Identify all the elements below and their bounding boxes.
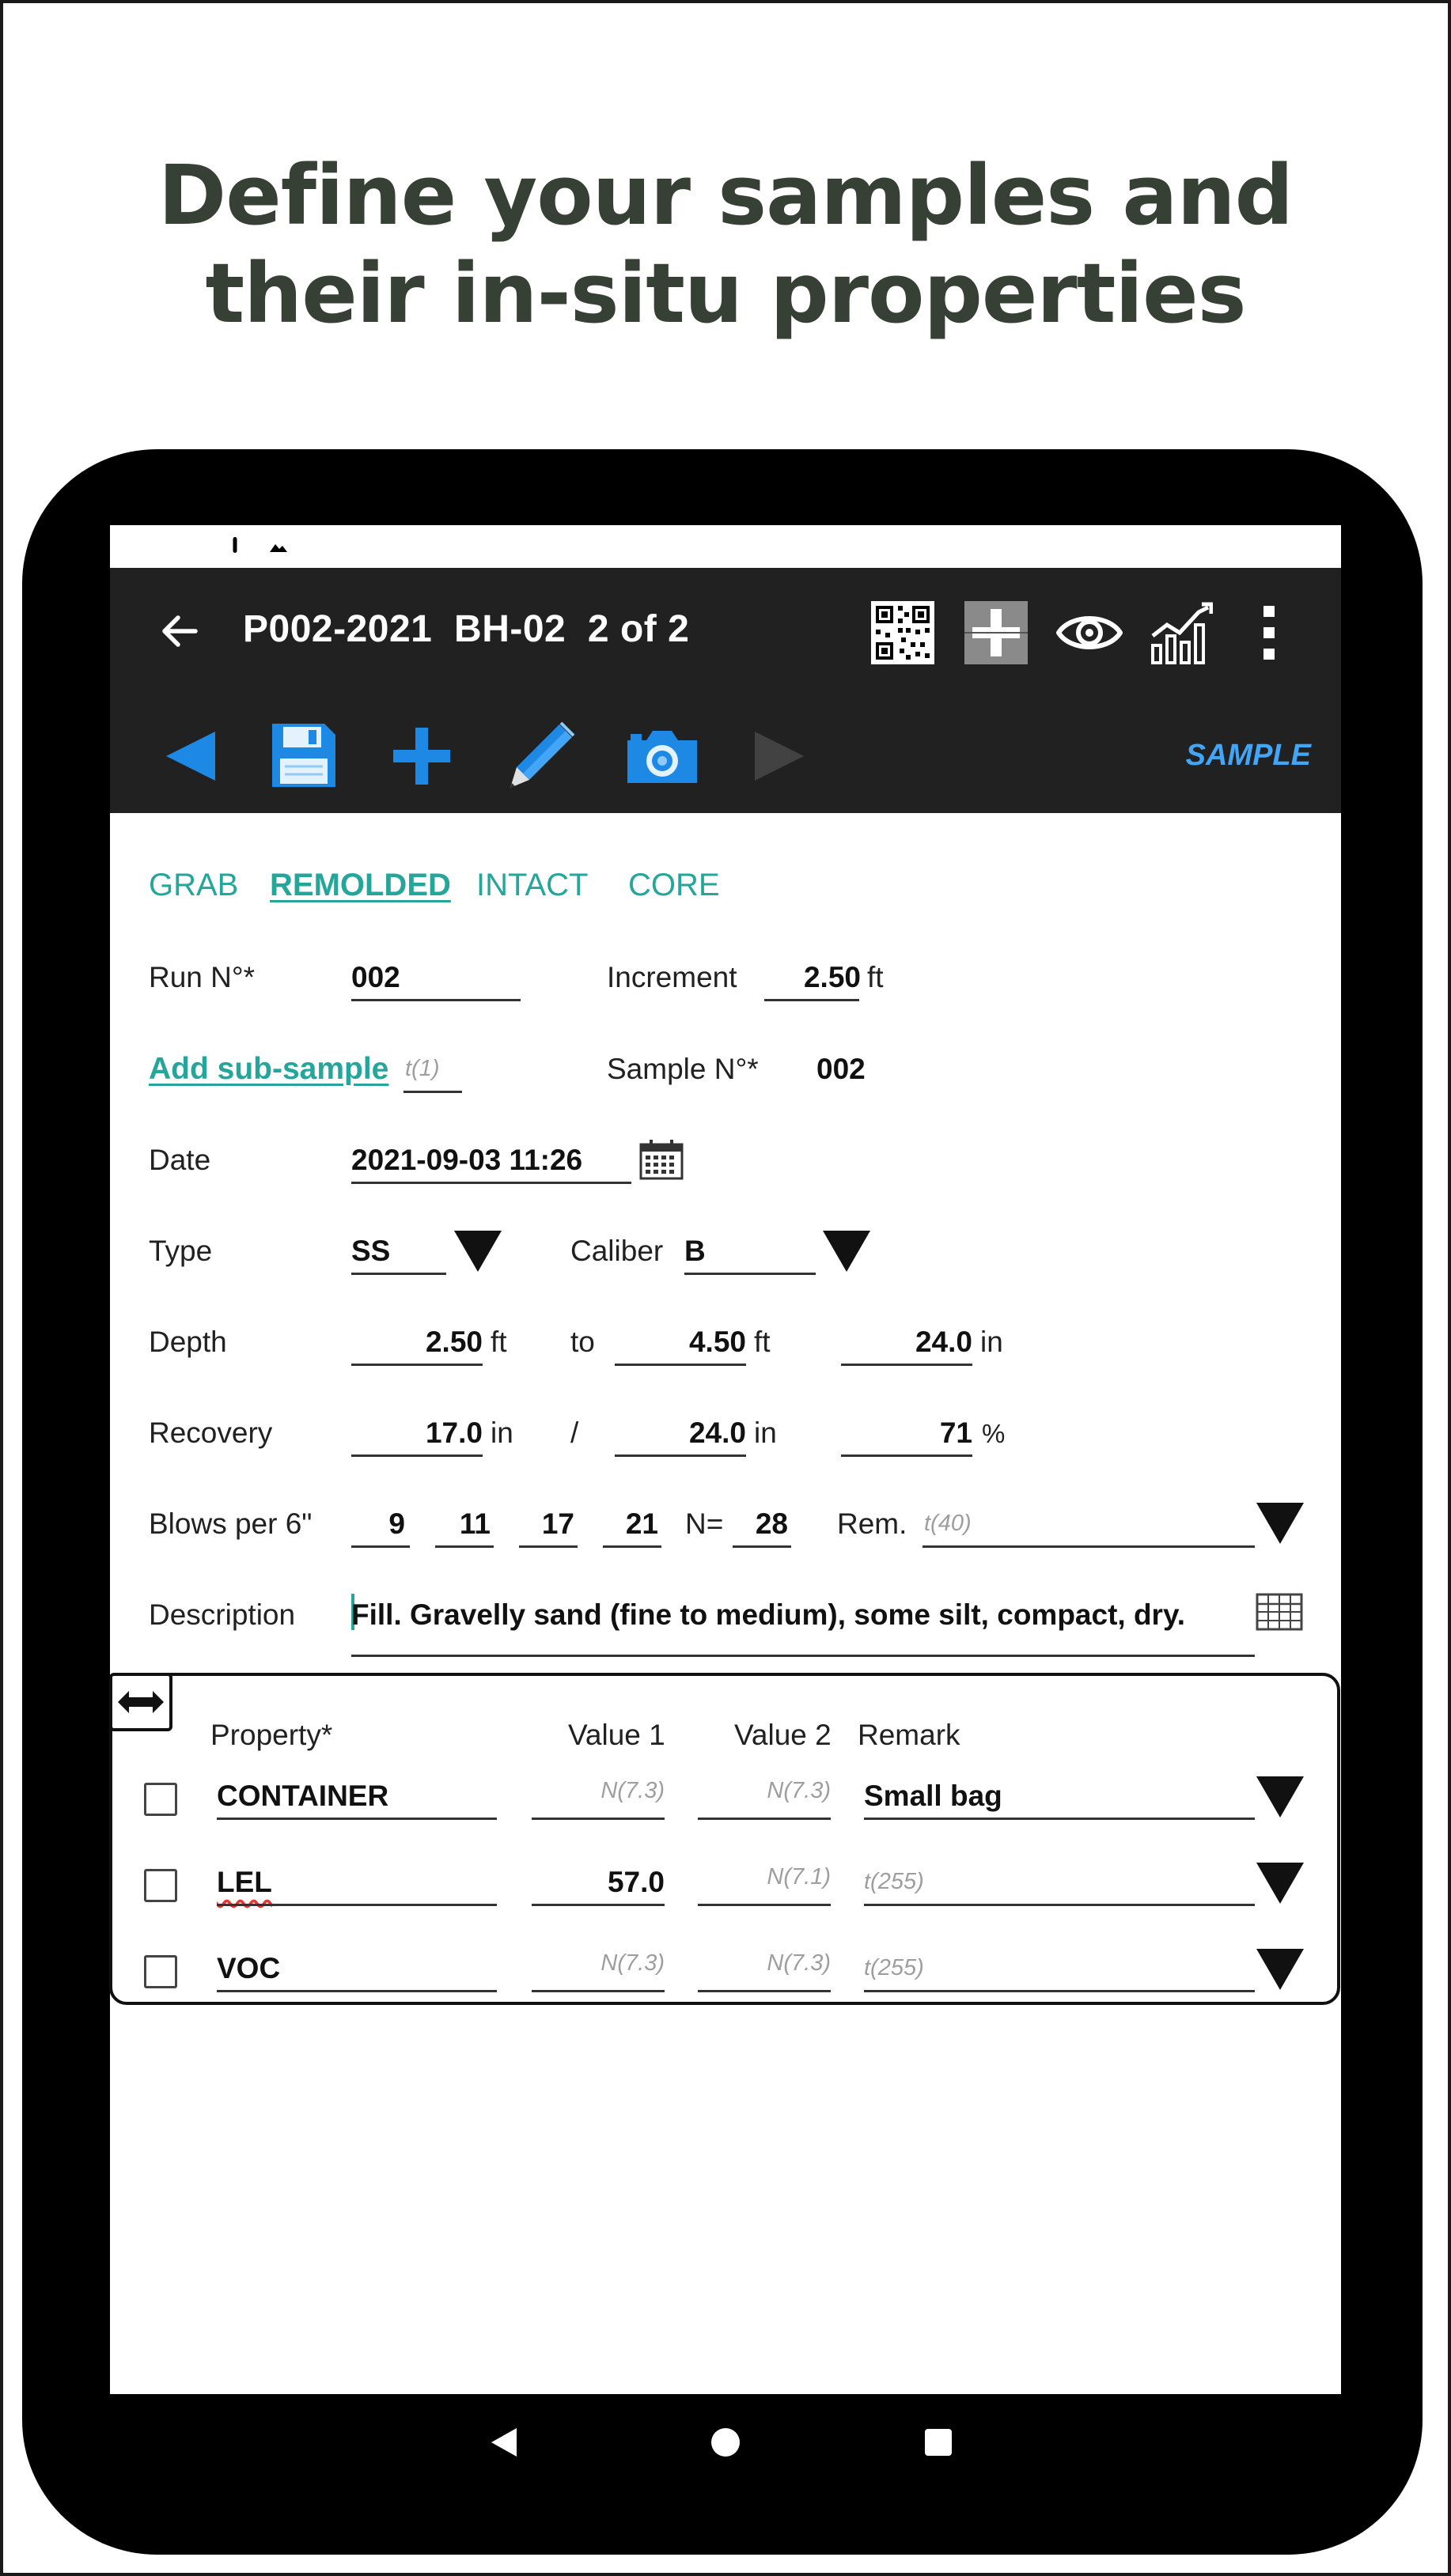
date-input[interactable]: 2021-09-03 11:26 xyxy=(351,1144,583,1176)
recovery-label: Recovery xyxy=(149,1417,273,1449)
recovery-input[interactable]: 17.0 xyxy=(425,1417,483,1449)
nav-home-icon[interactable] xyxy=(710,2427,741,2458)
increment-unit: ft xyxy=(867,961,884,993)
value1-underline xyxy=(532,1818,665,1820)
description-input[interactable]: Fill. Gravelly sand (fine to medium), some silt, compact, dry. xyxy=(351,1598,1186,1631)
blows-2-input[interactable]: 11 xyxy=(459,1507,491,1540)
value2-underline xyxy=(698,1990,831,1992)
run-no-underline xyxy=(351,999,521,1001)
type-underline xyxy=(351,1273,446,1275)
tab-remolded[interactable]: REMOLDED xyxy=(270,868,451,902)
depth-to-label: to xyxy=(570,1326,595,1358)
property-value[interactable]: VOC xyxy=(217,1952,281,1984)
value1-underline xyxy=(532,1904,665,1906)
remark-hint[interactable]: t(255) xyxy=(864,1955,924,1980)
remark-label: Rem. xyxy=(837,1507,907,1540)
section-label: SAMPLE xyxy=(1185,739,1311,772)
blows-3-underline xyxy=(519,1545,578,1548)
eye-icon[interactable] xyxy=(1056,607,1123,658)
headline-line-1: Define your samples and xyxy=(157,147,1294,244)
description-label: Description xyxy=(149,1598,296,1631)
caliber-dropdown-icon[interactable] xyxy=(823,1231,870,1272)
wifi-icon xyxy=(1245,531,1271,558)
depth-length-input[interactable]: 24.0 xyxy=(915,1326,972,1358)
row-checkbox[interactable] xyxy=(144,1955,177,1988)
tab-intact[interactable]: INTACT xyxy=(476,868,589,902)
date-underline xyxy=(351,1182,631,1184)
remark-input[interactable]: t(40) xyxy=(924,1511,972,1536)
value1-input[interactable]: 57.0 xyxy=(607,1866,665,1898)
recovery-unit: in xyxy=(491,1417,513,1449)
depth-to-underline xyxy=(615,1364,746,1366)
remark-hint[interactable]: t(255) xyxy=(864,1869,924,1894)
image-icon xyxy=(265,531,292,558)
row-checkbox[interactable] xyxy=(144,1783,177,1816)
remark-value[interactable]: Small bag xyxy=(864,1780,1002,1812)
prev-arrow-icon[interactable] xyxy=(161,726,221,786)
remark-field-underline xyxy=(864,1990,1255,1992)
row-checkbox[interactable] xyxy=(144,1869,177,1902)
n-value-underline xyxy=(733,1545,791,1548)
arrow-down-icon xyxy=(1226,531,1241,558)
edit-pencil-icon[interactable] xyxy=(504,720,577,792)
save-icon[interactable] xyxy=(268,720,339,791)
sample-no-value: 002 xyxy=(816,1053,866,1085)
recovery-of-underline xyxy=(615,1454,746,1457)
blows-3-input[interactable]: 17 xyxy=(541,1507,574,1540)
chart-icon[interactable] xyxy=(1150,601,1213,664)
remark-row-dropdown-icon[interactable] xyxy=(1256,1776,1304,1818)
caliber-label: Caliber xyxy=(570,1235,664,1267)
blows-4-underline xyxy=(603,1545,661,1548)
grid-icon[interactable] xyxy=(1255,1591,1304,1632)
qr-code-icon[interactable] xyxy=(871,601,934,664)
recovery-separator: / xyxy=(570,1417,579,1449)
recovery-percent-value: 71 xyxy=(939,1417,972,1449)
value2-underline xyxy=(698,1818,831,1820)
action-toolbar xyxy=(110,698,1341,813)
add-subsample-link[interactable]: Add sub-sample xyxy=(149,1052,389,1086)
tab-grab[interactable]: GRAB xyxy=(149,868,239,902)
type-select[interactable]: SS xyxy=(351,1235,391,1267)
run-no-input[interactable]: 002 xyxy=(351,961,400,993)
property-value[interactable]: CONTAINER xyxy=(217,1780,389,1812)
sync-icon xyxy=(308,531,335,558)
recovery-of-unit: in xyxy=(754,1417,777,1449)
nav-recents-icon[interactable] xyxy=(923,2427,954,2458)
more-vert-icon[interactable] xyxy=(1257,601,1281,664)
description-underline xyxy=(351,1655,1255,1657)
remark-field-underline xyxy=(864,1818,1255,1820)
blows-1-input[interactable]: 9 xyxy=(388,1507,405,1540)
nav-back-icon[interactable] xyxy=(488,2427,520,2458)
depth-to-unit: ft xyxy=(754,1326,771,1358)
remark-dropdown-icon[interactable] xyxy=(1256,1503,1304,1544)
alert-circle-icon xyxy=(222,531,248,558)
add-icon[interactable] xyxy=(392,726,452,786)
blows-1-underline xyxy=(351,1545,410,1548)
type-dropdown-icon[interactable] xyxy=(454,1231,502,1272)
recovery-percent-unit: % xyxy=(982,1419,1006,1448)
headline-line-2: their in-situ properties xyxy=(205,245,1246,342)
property-underline xyxy=(217,1990,497,1992)
app-bar-title: P002-2021 BH-02 2 of 2 xyxy=(243,608,690,650)
battery-icon xyxy=(1279,531,1306,558)
calendar-icon[interactable] xyxy=(638,1137,685,1182)
subsample-underline xyxy=(403,1091,462,1093)
system-nav-bar xyxy=(110,2395,1341,2490)
tab-core[interactable]: CORE xyxy=(628,868,720,902)
depth-label: Depth xyxy=(149,1326,227,1358)
n-value: 28 xyxy=(755,1507,788,1540)
blows-2-underline xyxy=(435,1545,494,1548)
depth-length-underline xyxy=(841,1364,972,1366)
depth-from-unit: ft xyxy=(491,1326,507,1358)
sample-no-label: Sample N°* xyxy=(607,1053,759,1085)
status-bar xyxy=(110,518,1341,572)
add-box-icon[interactable] xyxy=(964,601,1028,664)
value2-hint[interactable]: N(7.1) xyxy=(767,1864,831,1889)
recovery-percent-underline xyxy=(841,1454,972,1457)
status-time: 11:28 xyxy=(140,531,198,556)
date-label: Date xyxy=(149,1144,211,1176)
depth-from-underline xyxy=(351,1364,483,1366)
blows-4-input[interactable]: 21 xyxy=(625,1507,658,1540)
increment-input[interactable]: 2.50 xyxy=(803,961,861,993)
blows-label: Blows per 6" xyxy=(149,1507,313,1540)
headline xyxy=(0,146,1451,342)
header-remark: Remark xyxy=(858,1719,960,1751)
value1-hint[interactable]: N(7.3) xyxy=(600,1950,665,1976)
notifications-off-icon xyxy=(1194,531,1221,558)
type-label: Type xyxy=(149,1235,213,1267)
remark-underline xyxy=(923,1545,1255,1548)
location-icon xyxy=(1151,531,1178,558)
value2-hint[interactable]: N(7.3) xyxy=(767,1950,831,1976)
caliber-underline xyxy=(684,1273,816,1275)
camera-icon[interactable] xyxy=(624,724,700,788)
value1-underline xyxy=(532,1990,665,1992)
depth-to-input[interactable]: 4.50 xyxy=(688,1326,746,1358)
remark-row-dropdown-icon[interactable] xyxy=(1256,1863,1304,1904)
depth-from-input[interactable]: 2.50 xyxy=(425,1326,483,1358)
recovery-of-input[interactable]: 24.0 xyxy=(688,1417,746,1449)
header-value1: Value 1 xyxy=(568,1719,665,1751)
expand-horizontal-icon[interactable] xyxy=(109,1673,172,1731)
depth-length-unit: in xyxy=(980,1326,1003,1358)
next-arrow-icon[interactable] xyxy=(749,726,809,786)
remark-field-underline xyxy=(864,1904,1255,1906)
property-value[interactable]: LEL xyxy=(217,1866,272,1898)
value1-hint[interactable]: N(7.3) xyxy=(600,1778,665,1803)
value2-hint[interactable]: N(7.3) xyxy=(767,1778,831,1803)
increment-underline xyxy=(764,999,859,1001)
property-underline xyxy=(217,1818,497,1820)
subsample-input[interactable]: t(1) xyxy=(405,1056,440,1081)
header-property: Property* xyxy=(210,1719,333,1751)
property-underline xyxy=(217,1904,497,1906)
header-value2: Value 2 xyxy=(734,1719,832,1751)
remark-row-dropdown-icon[interactable] xyxy=(1256,1949,1304,1990)
app-bar xyxy=(110,568,1341,698)
n-value-label: N= xyxy=(685,1507,724,1540)
run-no-label: Run N°* xyxy=(149,961,256,993)
value2-underline xyxy=(698,1904,831,1906)
caliber-select[interactable]: B xyxy=(684,1235,706,1267)
back-arrow-icon[interactable] xyxy=(156,607,203,655)
recovery-underline xyxy=(351,1454,483,1457)
increment-label: Increment xyxy=(607,961,737,993)
